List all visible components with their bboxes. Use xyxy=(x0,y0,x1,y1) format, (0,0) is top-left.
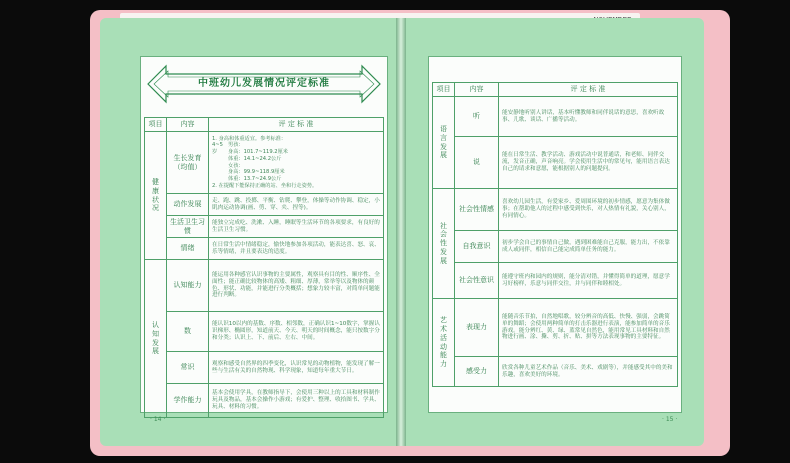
category-art: 艺术活动能力 xyxy=(433,299,455,387)
item-making: 学作能力 xyxy=(167,384,209,418)
header-content: 内容 xyxy=(167,118,209,132)
header-project: 项目 xyxy=(433,83,455,97)
item-listen: 听 xyxy=(455,97,499,137)
standard-expression: 能随音乐节拍，自然地唱歌，较分辨音的高低、快慢、强弱，会跳简单的舞蹈；会使用两种简单的打击乐器进行表演，能参加简单的音乐游戏。能分辨红、黄、绿、蓝常见自然色，能用常见工具材料和自然物进行画、涂、撕、剪、折、贴、拼等方法表现事物的主要特征。 xyxy=(499,299,678,357)
table-row xyxy=(145,132,384,194)
item-growth: 生长发育（均值） xyxy=(167,132,209,194)
standard-social-emotion: 喜欢幼儿园生活，有爱家乡、爱周围环境的初步情感，愿意为集体做事；在帮助他人的过程中感受到快乐，对人热情有礼貌，关心别人，有同情心。 xyxy=(499,189,678,231)
growth-line-8: 2. 在提醒下能保持正确的站、坐和行走姿势。 xyxy=(212,182,318,189)
header-content: 内容 xyxy=(455,83,499,97)
growth-line-2: 男孩： xyxy=(228,142,244,149)
growth-line-5: 女孩： xyxy=(228,162,244,169)
growth-age: 4~5岁 xyxy=(212,142,223,155)
growth-line-1: 1. 身高和体重适宜。参考标准： xyxy=(212,135,287,142)
right-standards-table xyxy=(432,82,678,387)
growth-line-3: 身高：101.7~119.2厘米 xyxy=(228,149,288,155)
standard-growth xyxy=(209,132,384,194)
standard-number: 能认识10以内的基数、序数、相邻数，正确认识1~10数字，掌握认识梯形、椭圆形，知道前天、今天、明天的时间概念，能只按数字分和分类；认识上、下、前后、左右、中间。 xyxy=(209,312,384,352)
item-cognitive-ability: 认知能力 xyxy=(167,260,209,312)
header-standard: 评 定 标 准 xyxy=(209,118,384,132)
category-language: 语言发展 xyxy=(433,97,455,189)
item-social-consciousness: 社会性意识 xyxy=(455,263,499,299)
table-row xyxy=(145,312,384,352)
standard-motor: 走、跑、跳、投掷、平衡、钻爬、攀登，体操等动作协调、稳定，小肌肉运动协调(画、剪、穿、夹、捏等)。 xyxy=(209,194,384,216)
page-title: 中班幼儿发展情况评定标准 xyxy=(198,78,330,89)
growth-line-4: 体重：14.1~24.2公斤 xyxy=(228,155,282,162)
table-row xyxy=(145,216,384,238)
standard-making: 基本会使用学具，在教师指导下，会使用三种以上的工具和材料制作玩具及物品，基本会操作小游戏；有爱护、整理、收拾图书、学具、玩具、材料的习惯。 xyxy=(209,384,384,418)
standard-hygiene: 能独立完成吃、洗漱、入睡，睡眠等生活环节的各项要求，有良好的生活卫生习惯。 xyxy=(209,216,384,238)
book-spine xyxy=(396,18,406,446)
table-row xyxy=(433,263,678,299)
table-row xyxy=(145,352,384,384)
growth-line-6: 身高：99.9~118.9厘米 xyxy=(228,169,285,176)
item-perception: 感受力 xyxy=(455,357,499,387)
standard-cognitive-ability: 能运用各种感官认识事物的主要属性，观察具有目的性、顺序性、全面性；能正确比较物体的高矮、粗细、厚薄，常举等以及物体的颜色、形状、功能，并能进行分类概括；想象力较丰富，对简单问题能进行判断。 xyxy=(209,260,384,312)
item-self-awareness: 自我意识 xyxy=(455,231,499,263)
title-banner xyxy=(144,62,384,106)
standard-common-sense: 观察和感受自然界的四季变化，认识常见的动物植物，能发现了解一些与生活有关的自然物现、科学现象，知道每年重大节日。 xyxy=(209,352,384,384)
table-header-row xyxy=(433,83,678,97)
table-row xyxy=(433,231,678,263)
header-project: 项目 xyxy=(145,118,167,132)
right-page-number: · 15 · xyxy=(662,416,678,423)
table-row xyxy=(145,384,384,418)
left-standards-table xyxy=(144,117,384,418)
item-motor: 动作发展 xyxy=(167,194,209,216)
standard-emotion: 在日常生活中情绪稳定，愉快地参加各项活动，能表达喜、怒、哀、乐等情绪，并且要表达的适度。 xyxy=(209,238,384,260)
item-expression: 表现力 xyxy=(455,299,499,357)
table-row xyxy=(145,260,384,312)
standard-perception: 欣赏各种儿童艺术作品（音乐、美术、戏剧等），并能感受其中的美和乐趣，喜欢美好的环境。 xyxy=(499,357,678,387)
item-hygiene: 生活卫生习惯 xyxy=(167,216,209,238)
header-standard: 评 定 标 准 xyxy=(499,83,678,97)
item-emotion: 情绪 xyxy=(167,238,209,260)
category-social: 社会性发展 xyxy=(433,189,455,299)
standard-self-awareness: 初步学会自己的事情自己做，遇到困难能自己克服，能力出，不依靠成人或同伴，相信自己能完成简单任务的能力。 xyxy=(499,231,678,263)
standard-social-consciousness: 能遵守班内和园内的规则，能分清对错，并懂得简单的道理，愿意学习好榜样，乐意与同伴交往，并与同伴和睦相处。 xyxy=(499,263,678,299)
category-cognition: 认知发展 xyxy=(145,260,167,418)
standard-speak: 能在日常生活、教学活动、游戏活动中说普通话，和老师、同伴交流，发音正确，声音响亮。学会使用生活中的常见句，能用语言表达自己的请求和意愿，能根据别人的问题提问。 xyxy=(499,137,678,189)
category-health: 健康状况 xyxy=(145,132,167,260)
standard-listen: 能安静地听别人讲话，基本听懂教师和同伴说话的意思，喜欢听故事、儿歌、谈话、广播等活动。 xyxy=(499,97,678,137)
item-number: 数 xyxy=(167,312,209,352)
table-row xyxy=(433,97,678,137)
item-social-emotion: 社会性情感 xyxy=(455,189,499,231)
growth-line-7: 体重：13.7~24.9公斤 xyxy=(228,176,282,182)
item-speak: 说 xyxy=(455,137,499,189)
table-header-row xyxy=(145,118,384,132)
item-common-sense: 常识 xyxy=(167,352,209,384)
table-row xyxy=(433,189,678,231)
table-row xyxy=(145,238,384,260)
left-page-number: · 14 · xyxy=(150,416,166,423)
table-row xyxy=(145,194,384,216)
table-row xyxy=(433,357,678,387)
table-row xyxy=(433,137,678,189)
table-row xyxy=(433,299,678,357)
